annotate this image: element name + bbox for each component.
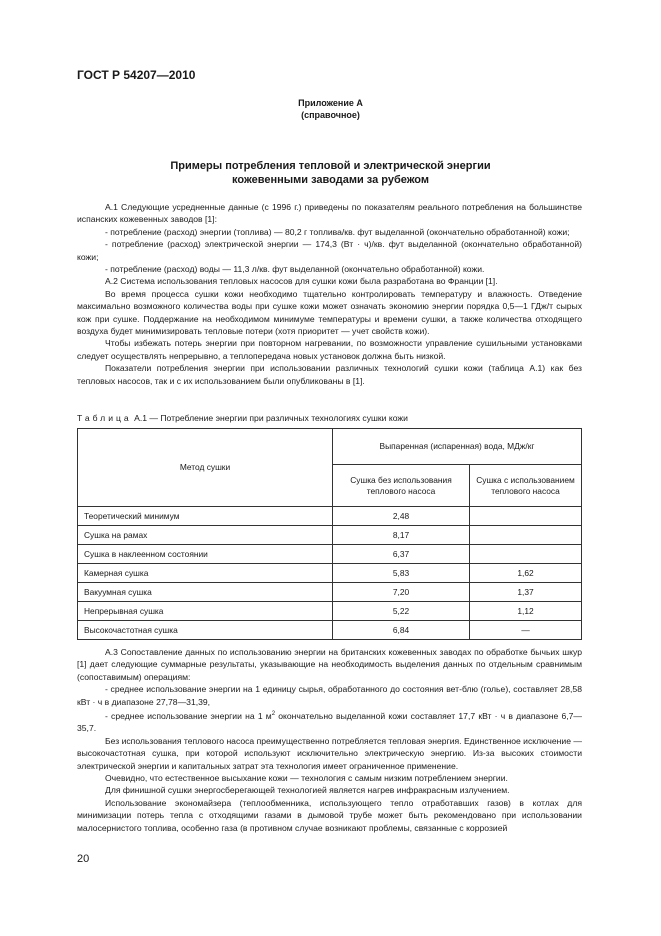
table-caption-text: А.1 — Потребление энергии при различных технологиях сушки кожи	[134, 413, 408, 423]
cell-method: Сушка на рамах	[78, 526, 333, 545]
cell-method: Непрерывная сушка	[78, 602, 333, 621]
section-a1-a2	[77, 201, 582, 387]
cell-method: Теоретический минимум	[78, 507, 333, 526]
appendix-type: (справочное)	[301, 110, 360, 120]
paragraph: А.3 Сопоставление данных по использованию энергии на британских кожевенных заводах по обработке бычьих шкур [1] дает следующие суммарные результаты, указывающие на необходимость выделения данных по отдельным сравнимым (сопоставимым) операциям:	[77, 647, 582, 682]
cell-with: 1,37	[470, 583, 582, 602]
table-row	[78, 545, 582, 564]
energy-table	[77, 428, 582, 640]
header-evaporated-water: Выпаренная (испаренная) вода, МДж/кг	[333, 429, 582, 465]
paragraph: Чтобы избежать потерь энергии при повторном нагревании, по возможности управление сушильными установками следует осуществлять непрерывно, а теплопередача новых установок должна быть низкой.	[77, 338, 582, 361]
paragraph: Во время процесса сушки кожи необходимо тщательно контролировать температуру и влажность. Отведение максимально возможного количества воды при сушке кожи может означать экономию энергии порядка 0,5—1 ГДж/т сырых кож при сушке. Поддержание на необходимом минимуме температуры и времени сушки, а также количества отходящего воздуха будет минимизировать тепловые потери (хотя приоритет — учет свойств кожи).	[77, 288, 582, 337]
cell-with	[470, 507, 582, 526]
document-id: ГОСТ Р 54207—2010	[77, 68, 196, 82]
page-number: 20	[77, 853, 90, 865]
header-with-heat-pump: Сушка с использованием теплового насоса	[470, 465, 582, 507]
bullet-item: - потребление (расход) энергии (топлива) — 80,2 г топлива/кв. фут выделанной (окончательно обработанной) кожи;	[105, 226, 570, 237]
table-row	[78, 526, 582, 545]
cell-with	[470, 526, 582, 545]
cell-method: Сушка в наклеенном состоянии	[78, 545, 333, 564]
table-row	[78, 602, 582, 621]
cell-without: 5,83	[333, 564, 470, 583]
appendix-heading	[0, 97, 661, 121]
paragraph: Показатели потребления энергии при использовании различных технологий сушки кожи (таблица А.1) как без тепловых насосов, так и с их использованием были опубликованы в [1].	[77, 363, 582, 386]
cell-with: 1,12	[470, 602, 582, 621]
paragraph: А.1 Следующие усредненные данные (с 1996 г.) приведены по показателям реального потребления на большинстве испанских кожевенных заводов [1]:	[77, 202, 582, 225]
title-line-2: кожевенными заводами за рубежом	[232, 174, 429, 186]
paragraph: Для финишной сушки энергосберегающей технологией является нагрев инфракрасным излучением.	[105, 785, 510, 796]
cell-method: Высокочастотная сушка	[78, 621, 333, 640]
cell-without: 8,17	[333, 526, 470, 545]
bullet-item: - потребление (расход) воды — 11,3 л/кв. фут выделанной (окончательно обработанной) кожи.	[105, 264, 485, 275]
header-method: Метод сушки	[78, 429, 333, 507]
bullet-item: - среднее использование энергии на 1 единицу сырья, обработанного до состояния вет-блю (голье), составляет 28,58 кВт · ч в диапазоне 27,78—31,39,	[77, 684, 582, 707]
cell-without: 6,84	[333, 621, 470, 640]
appendix-label: Приложение А	[298, 98, 363, 108]
paragraph: А.2 Система использования тепловых насосов для сушки кожи была разработана во Франции [1].	[105, 276, 498, 287]
cell-with: 1,62	[470, 564, 582, 583]
cell-without: 7,20	[333, 583, 470, 602]
table-row	[78, 507, 582, 526]
paragraph: Использование экономайзера (теплообменника, использующего тепло отработавших газов) в котлах для минимизации потерь тепла с отходящими газами в дымовой трубе может быть рекомендовано при использовании малосернистого топлива, особенно газа (в противном случае возникают проблемы, связанные с коррозией	[77, 797, 582, 833]
table-caption	[77, 413, 582, 423]
table-row	[78, 564, 582, 583]
cell-without: 2,48	[333, 507, 470, 526]
paragraph: Без использования теплового насоса преимущественно потребляется тепловая энергия. Единственное исключение — высокочастотная сушка, при которой используют исключительно электрическую энергию. Из-за высоких стоимости электрической энергии и капитальных затрат эта технология имеет ограниченное применение.	[77, 735, 582, 771]
cell-with	[470, 545, 582, 564]
table-row	[78, 583, 582, 602]
cell-without: 6,37	[333, 545, 470, 564]
bullet-item: - потребление (расход) электрической энергии — 174,3 (Вт · ч)/кв. фут выделанной (окончательно обработанной) кожи;	[77, 239, 582, 262]
title-line-1: Примеры потребления тепловой и электрической энергии	[170, 160, 491, 172]
section-title	[0, 159, 661, 187]
cell-with: —	[470, 621, 582, 640]
cell-without: 5,22	[333, 602, 470, 621]
table-caption-label: Таблица	[77, 413, 132, 423]
cell-method: Камерная сушка	[78, 564, 333, 583]
paragraph: Очевидно, что естественное высыхание кожи — технология с самым низким потреблением энергии.	[105, 772, 508, 783]
table-row	[78, 621, 582, 640]
header-without-heat-pump: Сушка без использования теплового насоса	[333, 465, 470, 507]
bullet-item: - среднее использование энергии на 1 $м^2$ окончательно выделанной кожи составляет 17,7 кВт · ч в диапазоне 6,7—35,7.	[77, 710, 582, 734]
section-a3	[77, 646, 582, 834]
cell-method: Вакуумная сушка	[78, 583, 333, 602]
